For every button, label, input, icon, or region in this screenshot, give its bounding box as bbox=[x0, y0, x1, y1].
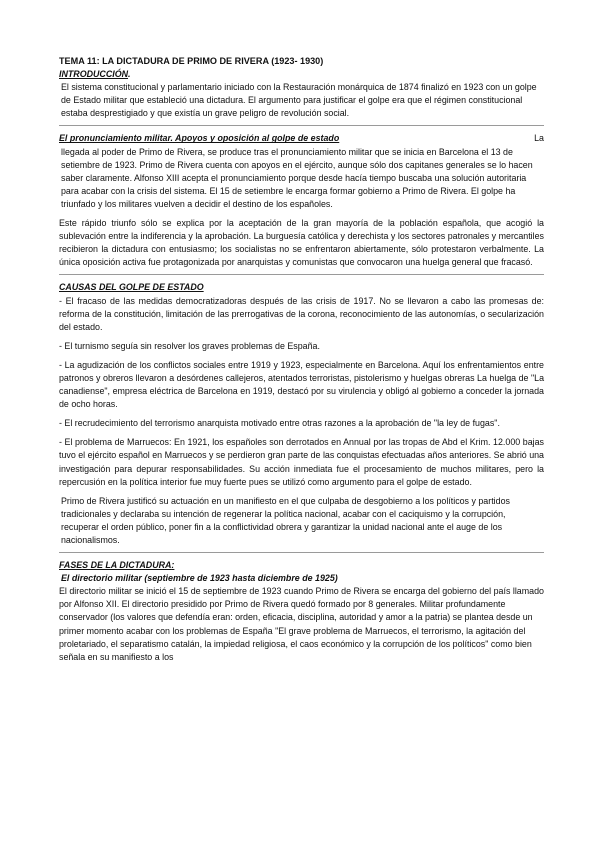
causas-closing-paragraph: Primo de Rivera justificó su actuación en un manifiesto en el que culpaba de desgobierno a los políticos y partidos tradicionales y declaraba su intención de regenerar la política nacional, acabar con el caciquismo y la corrupción, recuperar el orden público, poner fin a la conflictividad obrera y garantizar la unidad nacional ante el auge de los nacionalismos. bbox=[61, 495, 510, 545]
intro-paragraph: El sistema constitucional y parlamentario iniciado con la Restauración monárquica de 1874 finalizó en 1923 con un golpe de Estado militar que estableció una dictadura. El argumento para justificar el golpe era que el régimen constitucional estaba desprestigiado y que existía un grave peligro de revolución social. bbox=[61, 82, 537, 119]
fases-heading-line bbox=[59, 559, 544, 572]
document-title: TEMA 11: LA DICTADURA DE PRIMO DE RIVERA (1923- 1930) bbox=[59, 56, 324, 66]
pronunciamiento-heading: El pronunciamiento militar. Apoyos y oposición al golpe de estado bbox=[59, 133, 340, 144]
pronunciamiento-paragraph-2: Este rápido triunfo sólo se explica por la aceptación de la gran mayoría de la población española, que acogió la sublevación entre la indiferencia y la aprobación. La burguesía católica y derechista y los sectores patronales y mercantiles recibieron la dictadura con entusiasmo; los socialistas no se enfrentaron abiertamente, sólo protestaron verbalmente. La única oposición activa fue protagonizada por anarquistas y comunistas que convocaron una huelga general que fracasó. bbox=[59, 218, 544, 268]
causa-item: - El problema de Marruecos: En 1921, los españoles son derrotados en Annual por las tropas de Abd el Krim. 12.000 bajas tuvo el ejército español en Marruecos y se perdieron gran parte de las conquistas efectuadas años anteriores. Se abrió una investigación para depurar responsabilidades. Su acción inmediata fue el procesamiento de muchos militares, pero la repercusión en la política interior fue muy fuerte pues se utilizó como argumento para el golpe de estado. bbox=[59, 437, 544, 487]
pronunciamiento-heading-line bbox=[59, 132, 544, 145]
fases-heading-suffix: : bbox=[171, 560, 175, 571]
causa-item: - El turnismo seguía sin resolver los graves problemas de España. bbox=[59, 340, 320, 351]
intro-heading-suffix: . bbox=[128, 69, 131, 80]
pronunciamiento-heading-tail: La bbox=[534, 133, 544, 144]
pronunciamiento-paragraph-1: llegada al poder de Primo de Rivera, se produce tras el pronunciamiento militar que se inicia en Barcelona el 13 de setiembre de 1923. Primo de Rivera cuenta con apoyos en el ejército, aunque sólo dos capitanes generales se lo hacen saber claramente. Alfonso XIII acepta el pronunciamiento porque desde hacía tiempo buscaba una solución autoritaria para acabar con la crisis del sistema. El 15 de setiembre le encarga formar gobierno a Primo de Rivera. El golpe ha triunfado y los militares vuelven a decidir el destino de los españoles. bbox=[61, 146, 533, 209]
causa-item: - La agudización de los conflictos sociales entre 1919 y 1923, especialmente en Barcelona. Aquí los enfrentamientos entre patronos y obreros llevaron a desórdenes callejeros, atentados terroristas, pistolerismo y huelgas obreras La huelga de "La canadiense", empresa eléctrica de Barcelona en 1919, destacó por su virulencia y obligó al gobierno a conceder la jornada de ocho horas. bbox=[59, 359, 544, 410]
fases-heading: FASES DE LA DICTADURA bbox=[59, 560, 172, 571]
causa-item: - El fracaso de las medidas democratizadoras después de las crisis de 1917. No se llevaron a cabo las promesas de: reforma de la constitución, limitación de las prerrogativas de la corona, reconocimiento de las autonomías, o secularización del estado. bbox=[59, 295, 544, 332]
section-divider bbox=[59, 552, 544, 553]
intro-heading: INTRODUCCIÓN bbox=[59, 69, 129, 80]
causa-item: - El recrudecimiento del terrorismo anarquista motivado entre otras razones a la aprobación de "la ley de fugas". bbox=[59, 418, 500, 429]
intro-heading-line bbox=[59, 68, 544, 81]
document-body bbox=[59, 55, 544, 664]
fases-subheading: El directorio militar (septiembre de 1923 hasta diciembre de 1925) bbox=[61, 573, 338, 584]
causas-heading: CAUSAS DEL GOLPE DE ESTADO bbox=[59, 282, 204, 293]
section-divider bbox=[59, 274, 544, 275]
section-divider bbox=[59, 125, 544, 126]
fases-paragraph: El directorio militar se inició el 15 de septiembre de 1923 cuando Primo de Rivera se encarga del gobierno del país llamado por Alfonso XII. El directorio presidido por Primo de Rivera quedó formado por 8 generales. Militar profundamente conservador (los valores que defendía eran: orden, eficacia, disciplina, autoridad y amor a la patria) se plantea desde un primer momento acabar con los problemas de España "El grave problema de Marruecos, el terrorismo, la agitación del proletariado, el separatismo catalán, la impiedad religiosa, el caos económico y la corrupción de los políticos" como bien señala en su manifiesto a los bbox=[59, 586, 544, 662]
